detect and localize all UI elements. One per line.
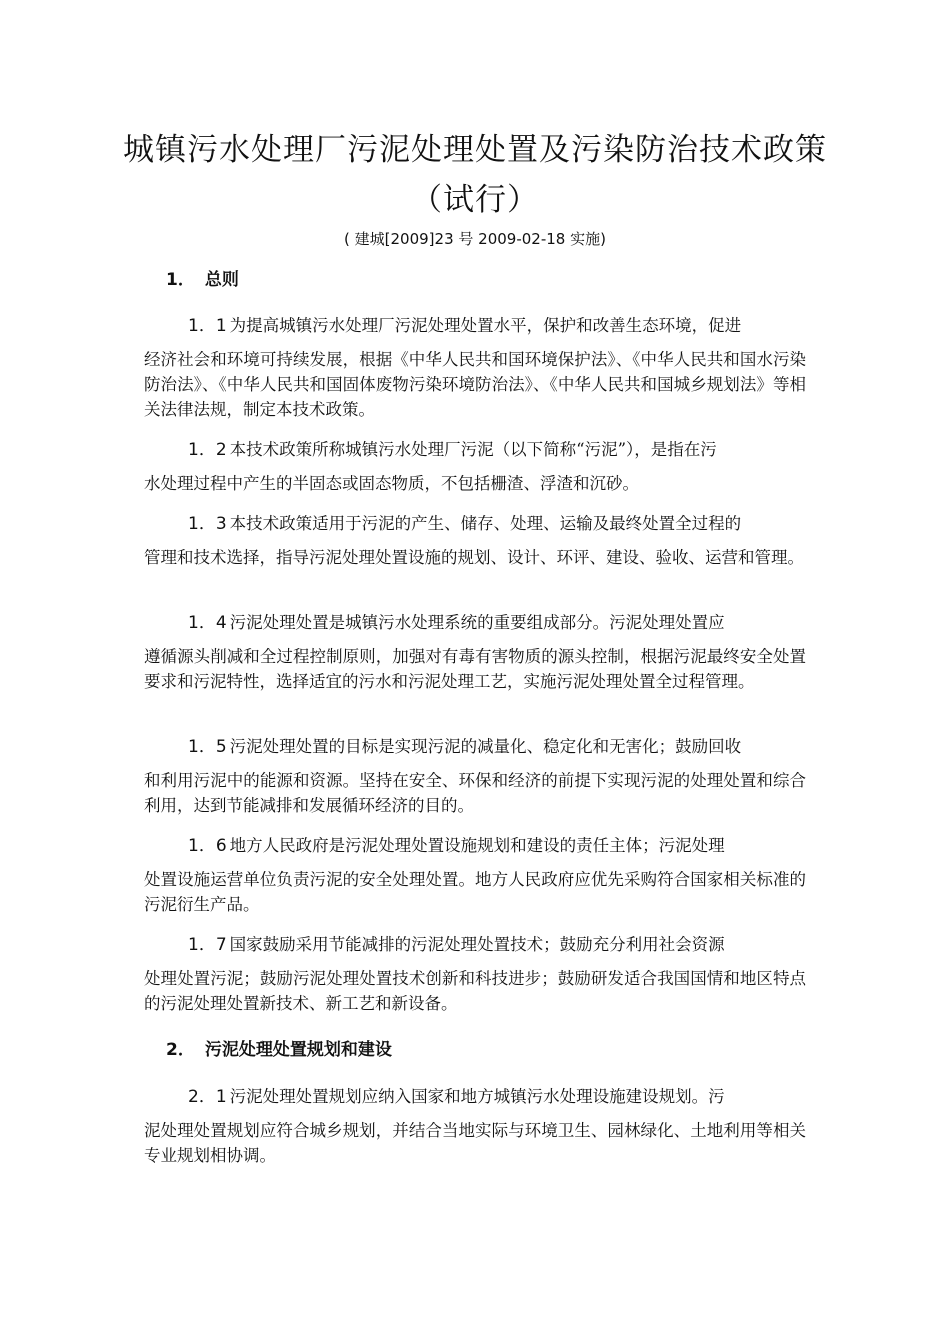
clause-number: 1．5 <box>188 737 227 757</box>
paragraph-1-3 <box>144 511 806 570</box>
paragraph-1-2 <box>144 437 806 496</box>
paragraph-first-line <box>144 610 806 636</box>
paragraph-1-6 <box>144 833 806 917</box>
paragraph-text: 水处理过程中产生的半固态或固态物质，不包括栅渣、浮渣和沉砂。 <box>144 474 639 493</box>
paragraph-first-line <box>144 932 806 958</box>
paragraph-text: 处理处置污泥；鼓励污泥处理处置技术创新和科技进步；鼓励研发适合我国国情和地区特点的污泥处理处置新技术、新工艺和新设备。 <box>144 969 806 1013</box>
paragraph-1-4 <box>144 610 806 694</box>
clause-number: 2．1 <box>188 1087 227 1107</box>
paragraph-text: 地方人民政府是污泥处理处置设施规划和建设的责任主体；污泥处理 <box>229 836 725 855</box>
paragraph-first-line <box>144 313 806 339</box>
section-number: 2． <box>166 1040 195 1060</box>
paragraph-text: 为提高城镇污水处理厂污泥处理处置水平，保护和改善生态环境，促进 <box>229 316 742 335</box>
clause-number: 1．4 <box>188 613 227 633</box>
paragraph-first-line <box>144 734 806 760</box>
paragraph-first-line <box>144 511 806 537</box>
paragraph-text: 处置设施运营单位负责污泥的安全处理处置。地方人民政府应优先采购符合国家相关标准的污泥衍生产品。 <box>144 870 806 914</box>
doc-subtitle: ( 建城[2009]23 号 2009-02-18 实施) <box>344 230 606 248</box>
paragraph-1-5 <box>144 734 806 818</box>
section-heading-2 <box>166 1035 392 1060</box>
paragraph-text: 污泥处理处置规划应纳入国家和地方城镇污水处理设施建设规划。污 <box>229 1087 725 1106</box>
paragraph-text: 国家鼓励采用节能减排的污泥处理处置技术；鼓励充分利用社会资源 <box>229 935 725 954</box>
paragraph-first-line <box>144 437 806 463</box>
paragraph-text: 和利用污泥中的能源和资源。坚持在安全、环保和经济的前提下实现污泥的处理处置和综合利用，达到节能减排和发展循环经济的目的。 <box>144 771 806 815</box>
paragraph-text: 遵循源头削减和全过程控制原则，加强对有毒有害物质的源头控制，根据污泥最终安全处置要求和污泥特性，选择适宜的污水和污泥处理工艺，实施污泥处理处置全过程管理。 <box>144 647 806 691</box>
section-title: 污泥处理处置规划和建设 <box>204 1040 392 1060</box>
paragraph-text: 本技术政策所称城镇污水处理厂污泥（以下简称“污泥”），是指在污 <box>229 440 717 459</box>
doc-title-trial: （试行） <box>411 182 539 218</box>
paragraph-text: 管理和技术选择，指导污泥处理处置设施的规划、设计、环评、建设、验收、运营和管理。 <box>144 548 804 567</box>
clause-number: 1．2 <box>188 440 227 460</box>
paragraph-text: 泥处理处置规划应符合城乡规划，并结合当地实际与环境卫生、园林绿化、土地利用等相关专业规划相协调。 <box>144 1121 806 1165</box>
paragraph-first-line <box>144 833 806 859</box>
clause-number: 1．3 <box>188 514 227 534</box>
paragraph-text: 污泥处理处置的目标是实现污泥的减量化、稳定化和无害化；鼓励回收 <box>229 737 742 756</box>
clause-number: 1．7 <box>188 935 227 955</box>
clause-number: 1．1 <box>188 316 227 336</box>
paragraph-first-line <box>144 1084 806 1110</box>
paragraph-text: 经济社会和环境可持续发展，根据《中华人民共和国环境保护法》、《中华人民共和国水污染防治法》、《中华人民共和国固体废物污染环境防治法》、《中华人民共和国城乡规划法》等相关法律法规，制定本技术政策。 <box>144 350 806 419</box>
paragraph-text: 本技术政策适用于污泥的产生、储存、处理、运输及最终处置全过程的 <box>229 514 742 533</box>
doc-title: 城镇污水处理厂污泥处理处置及污染防治技术政策 <box>123 132 827 168</box>
section-heading-1 <box>166 265 239 290</box>
paragraph-1-7 <box>144 932 806 1016</box>
paragraph-1-1 <box>144 313 806 422</box>
clause-number: 1．6 <box>188 836 227 856</box>
section-number: 1． <box>166 270 195 290</box>
paragraph-2-1 <box>144 1084 806 1168</box>
paragraph-text: 污泥处理处置是城镇污水处理系统的重要组成部分。污泥处理处置应 <box>229 613 725 632</box>
section-title: 总则 <box>204 270 239 290</box>
